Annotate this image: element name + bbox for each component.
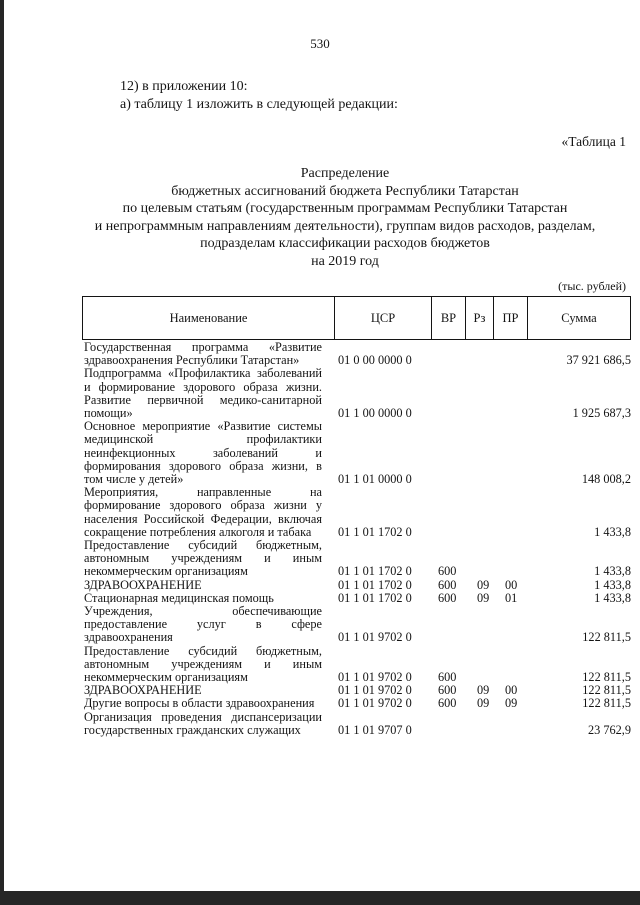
scan-bottom-border [0, 891, 640, 905]
cell-sum: 1 433,8 [594, 590, 631, 605]
cell-sum: 1 433,8 [594, 577, 631, 592]
cell-name: Учреждения, обеспечивающие предоставление услуг в сфере здравоохранения [84, 604, 322, 645]
cell-sum: 1 433,8 [594, 564, 631, 579]
scan-left-border [0, 0, 4, 905]
cell-vr: 600 [438, 670, 457, 685]
cell-name: Организация проведения диспансеризации государственных гражданских служащих [84, 709, 322, 737]
cell-rz: 09 [477, 683, 490, 698]
cell-name: ЗДРАВООХРАНЕНИЕ [84, 577, 202, 592]
header-rz: Рз [473, 310, 486, 325]
cell-pr: 00 [505, 577, 518, 592]
cell-sum: 122 811,5 [582, 630, 631, 645]
cell-csr: 01 1 01 0000 0 [338, 472, 412, 487]
table-row [82, 367, 631, 420]
header-pr: ПР [502, 310, 519, 325]
cell-csr: 01 1 01 1702 0 [338, 577, 412, 592]
cell-sum: 1 433,8 [594, 524, 631, 539]
cell-csr: 01 1 01 9702 0 [338, 670, 412, 685]
cell-name: Предоставление субсидий бюджетным, автономным учреждениям и иным некоммерческим организациям [84, 538, 322, 579]
cell-pr: 01 [505, 590, 518, 605]
cell-sum: 148 008,2 [581, 472, 631, 487]
cell-name: Стационарная медицинская помощь [84, 590, 274, 605]
cell-vr: 600 [438, 696, 457, 711]
table-body [82, 341, 631, 737]
cell-name: ЗДРАВООХРАНЕНИЕ [84, 683, 202, 698]
cell-sum: 37 921 686,5 [566, 353, 631, 368]
cell-csr: 01 1 01 9702 0 [338, 696, 412, 711]
cell-csr: 01 1 01 1702 0 [338, 590, 412, 605]
cell-pr: 00 [505, 683, 518, 698]
table-row [82, 579, 631, 592]
intro-line-1: 12) в приложении 10: [120, 79, 248, 94]
table-row [82, 605, 631, 645]
header-vr: ВР [440, 310, 457, 325]
title-line: Распределение [300, 166, 390, 181]
cell-csr: 01 1 01 1702 0 [338, 524, 412, 539]
cell-name: Государственная программа «Развитие здравоохранения Республики Татарстан» [84, 340, 322, 368]
cell-name: Подпрограмма «Профилактика заболеваний и формирование здорового образа жизни. Развитие первичной медико-санитарной помощи» [84, 366, 322, 421]
header-sum: Сумма [561, 310, 597, 325]
cell-name: Другие вопросы в области здравоохранения [84, 696, 315, 711]
cell-vr: 600 [438, 564, 457, 579]
header-name: Наименование [169, 310, 248, 325]
table-row [82, 420, 631, 486]
units-label: (тыс. рублей) [558, 279, 626, 293]
table-header [82, 296, 631, 340]
cell-name: Мероприятия, направленные на формирование здорового образа жизни у населения Российской Федерации, включая сокращение потребления алкоголя и табака [84, 485, 322, 539]
title-line: и непрограммным направлениям деятельности), группам видов расходов, разделам, [94, 218, 596, 234]
cell-csr: 01 0 00 0000 0 [338, 353, 412, 368]
page-number: 530 [310, 36, 330, 51]
cell-name: Предоставление субсидий бюджетным, автономным учреждениям и иным некоммерческим организациям [84, 643, 322, 685]
cell-csr: 01 1 01 9702 0 [338, 683, 412, 698]
cell-rz: 09 [477, 577, 490, 592]
cell-sum: 23 762,9 [587, 722, 631, 737]
title-line: бюджетных ассигнований бюджета Республики Татарстан [171, 183, 519, 199]
cell-rz: 09 [477, 696, 490, 711]
cell-name: Основное мероприятие «Развитие системы медицинской профилактики неинфекционных заболеваний и формирования здорового образа жизни, в том числе у детей» [84, 419, 322, 487]
cell-vr: 600 [438, 590, 457, 605]
cell-csr: 01 1 01 9707 0 [338, 722, 412, 737]
cell-vr: 600 [438, 577, 457, 592]
table-row [82, 341, 631, 367]
cell-sum: 1 925 687,3 [572, 406, 631, 421]
table-row [82, 486, 631, 539]
table-row [82, 539, 631, 579]
cell-csr: 01 1 00 0000 0 [338, 406, 412, 421]
intro-line-2: а) таблицу 1 изложить в следующей редакции: [120, 97, 398, 112]
table-label: «Таблица 1 [561, 134, 626, 149]
cell-vr: 600 [438, 683, 457, 698]
cell-sum: 122 811,5 [582, 696, 631, 711]
table-row [82, 711, 631, 737]
cell-csr: 01 1 01 1702 0 [338, 564, 412, 579]
cell-sum: 122 811,5 [582, 670, 631, 685]
cell-pr: 09 [505, 696, 518, 711]
title-line: по целевым статьям (государственным программам Республики Татарстан [122, 201, 568, 216]
cell-sum: 122 811,5 [582, 683, 631, 698]
title-line: на 2019 год [311, 253, 379, 269]
header-csr: ЦСР [370, 310, 396, 325]
cell-csr: 01 1 01 9702 0 [338, 630, 412, 645]
table-row [82, 645, 631, 685]
table-row [82, 697, 631, 710]
budget-table [82, 296, 631, 737]
cell-rz: 09 [477, 590, 490, 605]
title-line: подразделам классификации расходов бюджетов [200, 236, 490, 251]
